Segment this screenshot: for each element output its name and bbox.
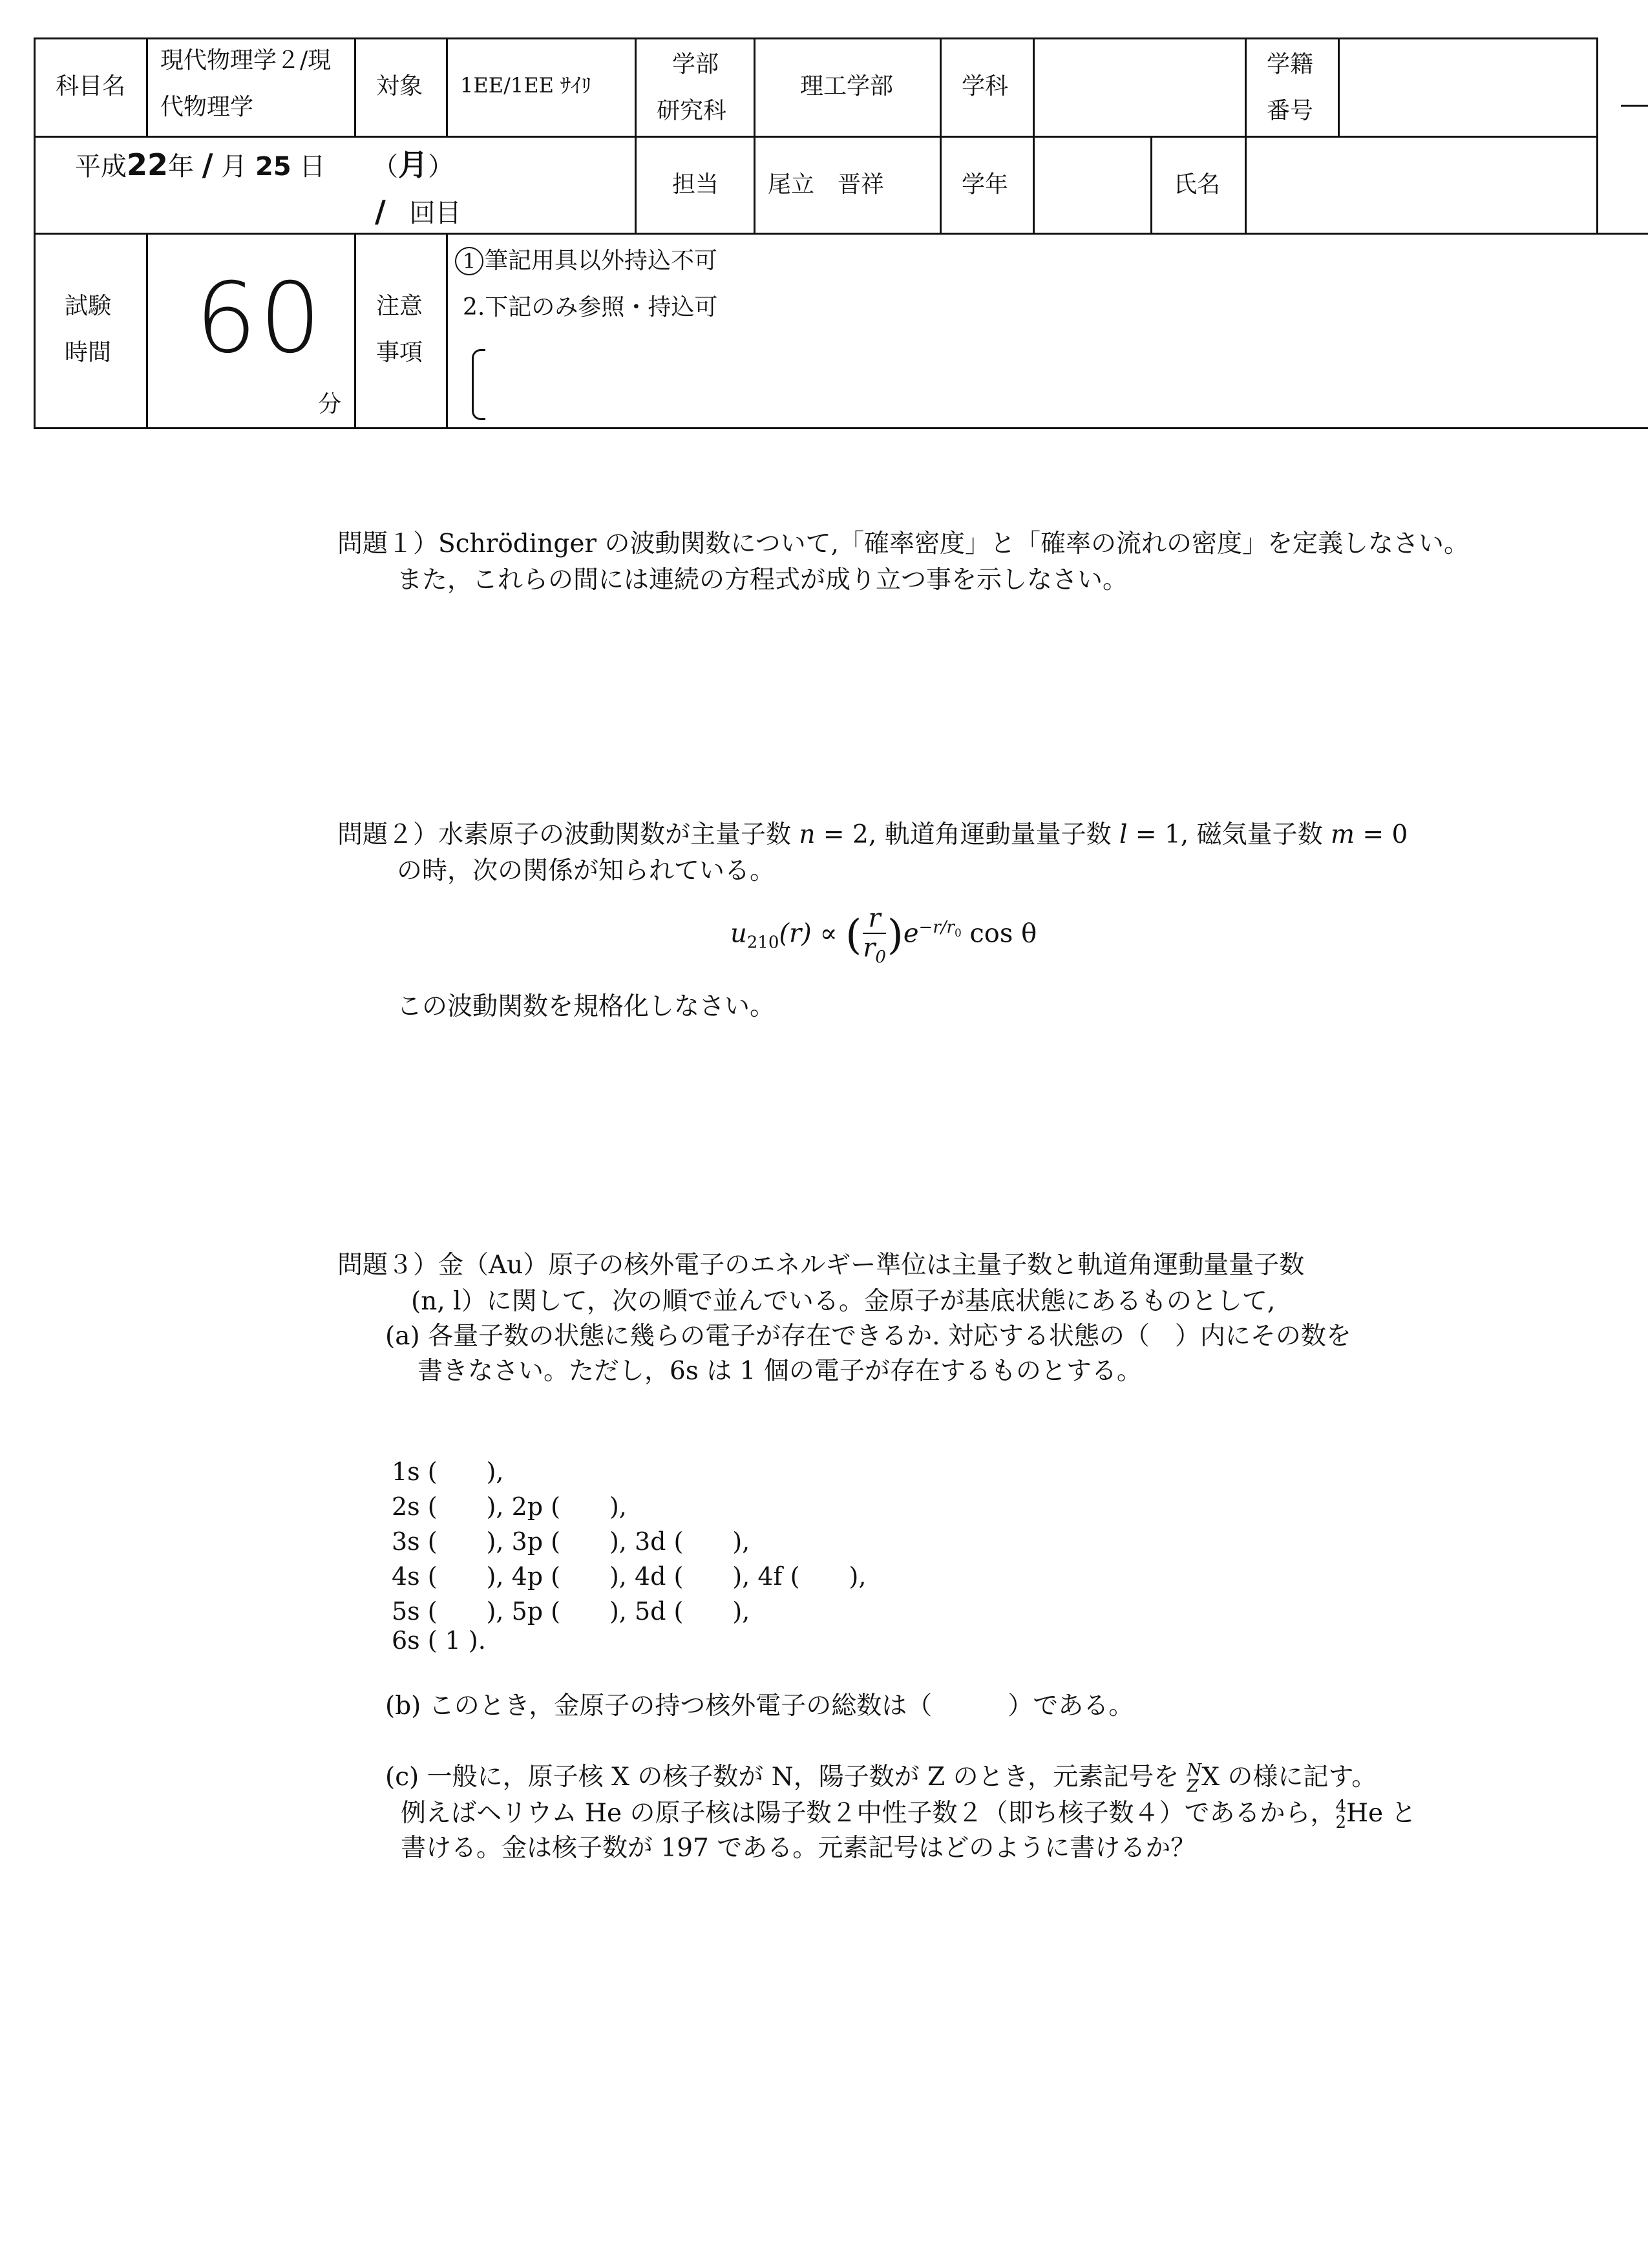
problem-2-line2: の時，次の関係が知られている。 bbox=[397, 856, 776, 885]
faculty-value: 理工学部 bbox=[800, 73, 894, 100]
name-label: 氏名 bbox=[1174, 171, 1221, 198]
p3c-sup-4: 4 bbox=[1335, 1797, 1347, 1817]
exam-header-table bbox=[34, 37, 1648, 429]
session-line bbox=[375, 189, 461, 235]
col-line bbox=[754, 37, 755, 233]
eq-frac-num: r bbox=[863, 904, 886, 934]
date-weekday-open: （ bbox=[372, 152, 399, 182]
eq-exp-base: e bbox=[903, 918, 919, 949]
date-weekday-close: ） bbox=[428, 152, 454, 182]
p2-var-n: n bbox=[799, 820, 816, 849]
date-month: / bbox=[202, 147, 213, 182]
student-no-label-line2: 番号 bbox=[1267, 98, 1314, 124]
faculty-label-line1: 学部 bbox=[672, 51, 719, 78]
eq-u: u bbox=[730, 918, 747, 949]
col-line bbox=[940, 37, 942, 233]
eq-frac-den-sub: 0 bbox=[875, 948, 886, 968]
col-line bbox=[146, 233, 148, 429]
eq-cos: cos θ bbox=[961, 918, 1037, 949]
col-line bbox=[1150, 136, 1152, 233]
problem-3a-line1: (a) 各量子数の状態に幾らの電子が存在できるか. 対応する状態の（ ）内にその数を bbox=[385, 1322, 1351, 1351]
orbital-row: 3s ( ), 3p ( ), 3d ( ), bbox=[392, 1527, 750, 1556]
col-line bbox=[1338, 37, 1340, 136]
col-line bbox=[146, 37, 148, 136]
orbital-row: 2s ( ), 2p ( ), bbox=[392, 1492, 627, 1521]
problem-2-line1 bbox=[337, 816, 1408, 854]
table-border-left bbox=[34, 37, 36, 429]
date-day: 25 bbox=[255, 152, 291, 182]
col-line bbox=[1033, 37, 1035, 233]
notes-label-line2: 事項 bbox=[376, 339, 423, 366]
faculty-label-line2: 研究科 bbox=[657, 98, 727, 124]
eq-arg: (r) ∝ bbox=[779, 918, 846, 949]
p3c-text-2b: He と bbox=[1346, 1799, 1417, 1828]
date-year: 22 bbox=[127, 147, 169, 182]
edge-mark bbox=[1621, 105, 1648, 107]
p2-text-e: = 1, 磁気量子数 bbox=[1127, 820, 1331, 849]
notes-label-line1: 注意 bbox=[376, 293, 423, 319]
date-month-unit: 月 bbox=[221, 152, 248, 182]
col-line bbox=[354, 37, 356, 136]
date-line bbox=[75, 142, 454, 188]
time-label-line2: 時間 bbox=[65, 339, 112, 366]
subject-value-line2: 代物理学 bbox=[160, 94, 254, 120]
problem-3c-line1 bbox=[385, 1758, 1377, 1797]
col-line bbox=[354, 233, 356, 429]
session-label: 回目 bbox=[409, 198, 461, 228]
p2-var-m: m bbox=[1330, 820, 1355, 849]
time-unit: 分 bbox=[318, 391, 342, 418]
grade-label: 学年 bbox=[962, 171, 1009, 198]
exam-time-value: 60 bbox=[195, 262, 324, 375]
date-era: 平成 bbox=[75, 152, 127, 182]
target-value: 1EE/1EE ｻｲﾘ bbox=[460, 73, 592, 98]
session-value: / bbox=[375, 194, 386, 229]
problem-1-line1: 問題１）Schrödinger の波動関数について,「確率密度」と「確率の流れの密度」を定義しなさい。 bbox=[337, 529, 1470, 558]
col-line bbox=[1245, 37, 1247, 233]
table-row-divider-2 bbox=[34, 233, 1648, 235]
time-label-line1: 試験 bbox=[65, 293, 112, 319]
problem-2-equation: $u_{210}(r)$ ∝ ( $\frac{r}{r_0}$ )$e^{-r/r_0}$ cos θ bbox=[730, 904, 1037, 968]
eq-exponent-sub: 0 bbox=[954, 926, 962, 940]
target-label: 対象 bbox=[376, 73, 423, 100]
dept-label: 学科 bbox=[962, 73, 1009, 100]
eq-u-sub: 210 bbox=[746, 933, 779, 953]
problem-3c-line3: 書ける。金は核子数が 197 である。元素記号はどのように書けるか？ bbox=[401, 1834, 1196, 1863]
date-day-unit: 日 bbox=[299, 152, 326, 182]
p2-text-a: 問題２）水素原子の波動関数が主量子数 bbox=[337, 820, 799, 849]
col-line bbox=[446, 233, 448, 429]
p2-text-c: = 2, 軌道角運動量量子数 bbox=[815, 820, 1120, 849]
note-1 bbox=[455, 243, 717, 279]
problem-2-line3: この波動関数を規格化しなさい。 bbox=[397, 992, 776, 1021]
p3c-sup-n: N bbox=[1187, 1761, 1202, 1781]
instructor-label: 担当 bbox=[672, 171, 719, 198]
problem-3-line1: 問題３）金（Au）原子の核外電子のエネルギー準位は主量子数と軌道角運動量量子数 bbox=[337, 1251, 1305, 1280]
date-year-unit: 年 bbox=[168, 152, 195, 182]
problem-1-line2: また，これらの間には連続の方程式が成り立つ事を示しなさい。 bbox=[397, 566, 1128, 595]
col-line bbox=[635, 37, 637, 233]
table-border-right bbox=[1596, 37, 1598, 233]
table-row-divider-1 bbox=[34, 136, 1598, 138]
problem-3a-line2: 書きなさい。ただし，6s は 1 個の電子が存在するものとする。 bbox=[417, 1357, 1142, 1386]
note-1-number-circle: 1 bbox=[455, 247, 483, 275]
col-line bbox=[446, 37, 448, 136]
p3c-sub-z: Z bbox=[1187, 1777, 1199, 1796]
note-bracket bbox=[472, 349, 485, 420]
instructor-value: 尾立 晋祥 bbox=[768, 171, 885, 198]
orbital-row: 6s ( 1 ). bbox=[392, 1626, 486, 1655]
student-no-label-line1: 学籍 bbox=[1267, 51, 1314, 78]
p3c-text-2a: 例えばヘリウム He の原子核は陽子数２中性子数２（即ち核子数４）であるから， bbox=[401, 1799, 1336, 1828]
orbital-row: 5s ( ), 5p ( ), 5d ( ), bbox=[392, 1597, 750, 1626]
p3c-sub-2: 2 bbox=[1335, 1813, 1347, 1832]
subject-value-line1: 現代物理学２/現 bbox=[160, 47, 332, 74]
problem-3c-line2 bbox=[401, 1794, 1417, 1833]
p3c-text-a: (c) 一般に，原子核 X の核子数が N，陽子数が Z のとき，元素記号を bbox=[385, 1763, 1187, 1792]
p2-var-l: l bbox=[1119, 820, 1128, 849]
eq-frac-den: r bbox=[863, 933, 876, 964]
table-border-bottom bbox=[34, 427, 1648, 429]
orbital-row: 1s ( ), bbox=[392, 1457, 504, 1486]
eq-exponent: −r/r bbox=[918, 918, 955, 938]
p2-text-g: = 0 bbox=[1354, 820, 1408, 849]
problem-3b: (b) このとき，金原子の持つ核外電子の総数は（ ）である。 bbox=[385, 1691, 1134, 1721]
subject-label: 科目名 bbox=[56, 73, 126, 100]
problem-3-line2: (n, l）に関して，次の順で並んでいる。金原子が基底状態にあるものとして, bbox=[411, 1287, 1276, 1316]
note-2: 2.下記のみ参照・持込可 bbox=[463, 294, 718, 321]
table-border-top bbox=[34, 37, 1598, 39]
note-1-text: 筆記用具以外持込不可 bbox=[485, 248, 718, 274]
orbital-row: 4s ( ), 4p ( ), 4d ( ), 4f ( ), bbox=[392, 1562, 867, 1591]
date-weekday: 月 bbox=[398, 147, 428, 182]
p3c-text-b: X の様に記す。 bbox=[1201, 1763, 1377, 1792]
